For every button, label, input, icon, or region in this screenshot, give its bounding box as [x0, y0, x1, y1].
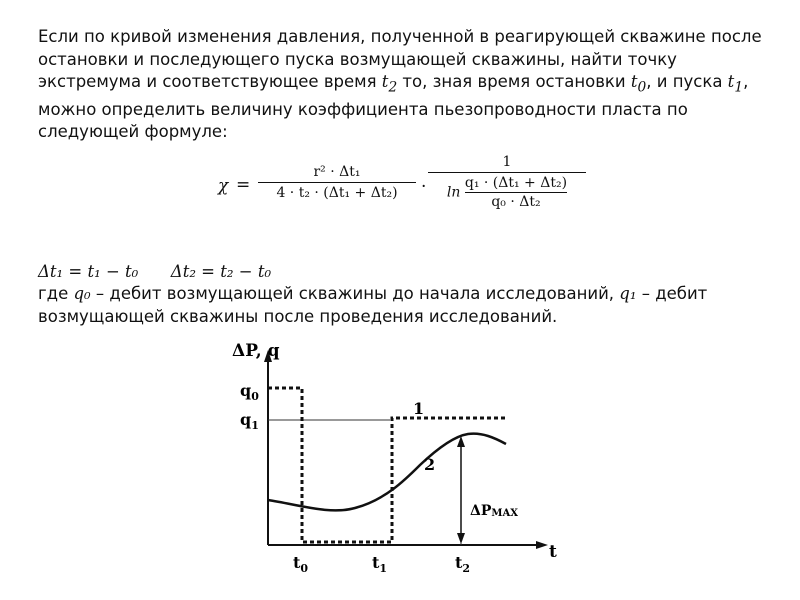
formula-equals: =: [236, 175, 251, 195]
curve-1-label: 1: [413, 399, 425, 418]
fraction-2-numerator: 1: [502, 154, 512, 170]
q0-label: $q_0$: [240, 381, 259, 403]
t0-label: $t_0$: [293, 553, 309, 575]
x-axis-label: t: [549, 542, 557, 562]
y-axis-label: ΔP, q: [232, 341, 280, 361]
x-axis-arrow: [536, 541, 548, 549]
pressure-curve-2: [268, 434, 506, 511]
log-operator: ln: [446, 184, 461, 201]
log-arg-denominator: q₀ · Δt₂: [491, 194, 541, 210]
intro-text-2: то, зная время остановки: [397, 72, 631, 91]
formula-multiply-dot: ·: [421, 177, 427, 197]
dpmax-label: ΔPMAX: [470, 503, 518, 519]
var-t2: $t_2$: [381, 72, 398, 96]
defs-text-2: – дебит возмущающей скважины до начала исследований,: [90, 284, 620, 303]
intro-text-3: , и пуска: [646, 72, 728, 91]
t2-label: $t_2$: [455, 553, 471, 575]
log-arg-numerator: q₁ · (Δt₁ + Δt₂): [464, 175, 568, 191]
intro-text-1: Если по кривой изменения давления, полученной в реагирующей скважине после остановки и последующего пуска возмущающей скважины, найти точку экстремума и соответствующее время: [38, 27, 762, 91]
var-t0: $t_0$: [630, 72, 647, 96]
var-q0: q₀: [73, 284, 91, 303]
fraction-1-denominator: 4 · t₂ · (Δt₁ + Δt₂): [276, 185, 398, 201]
intro-text-4: , можно определить величину коэффициента пьезопроводности пласта по следующей формуле:: [38, 72, 749, 142]
var-q1: q₁: [619, 284, 637, 303]
fraction-1-numerator: r² · Δt₁: [313, 164, 361, 180]
q1-label: $q_1$: [240, 410, 259, 432]
t1-label: $t_1$: [372, 553, 388, 575]
formula-lhs: χ: [218, 176, 229, 196]
var-t1: $t_1$: [727, 72, 744, 96]
defs-text-3: – дебит возмущающей скважины после проведения исследований.: [38, 284, 708, 326]
curve-2-label: 2: [424, 455, 436, 474]
delta-t2-def: Δt₂ = t₂ − t₀: [170, 262, 272, 281]
dpmax-arrow-bottom: [457, 533, 465, 544]
defs-text-1: где: [38, 284, 74, 303]
delta-t1-def: Δt₁ = t₁ − t₀: [38, 262, 139, 281]
